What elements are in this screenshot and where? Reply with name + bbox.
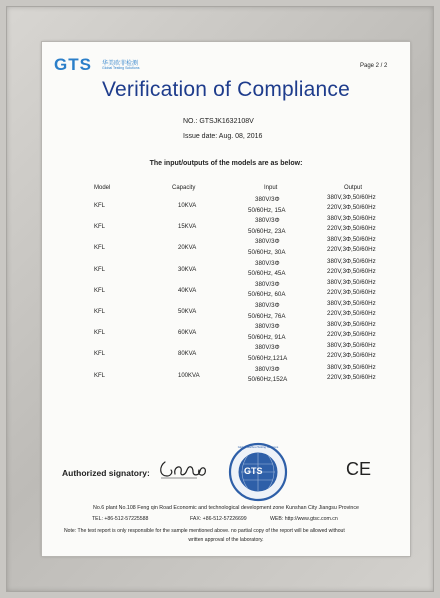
certificate-frame <box>6 6 434 592</box>
capacity-cell: 60KVA <box>178 330 197 337</box>
col-header-output: Output <box>344 185 363 191</box>
capacity-cell: 15KVA <box>178 224 197 231</box>
logo-chinese-name: 华美欧菲检测 <box>102 61 139 67</box>
output-380v-cell: 380V,3Φ,50/60Hz <box>327 342 376 350</box>
input-current-cell: 50/60Hz, 30A <box>248 248 286 256</box>
input-voltage-cell: 380V/3Φ <box>255 217 280 225</box>
issue-date: Issue date: Aug. 08, 2016 <box>183 133 263 140</box>
output-220v-cell: 220V,3Φ,50/60Hz <box>327 204 376 211</box>
output-220v-cell: 220V,3Φ,50/60Hz <box>327 225 376 233</box>
model-cell: KFL <box>94 330 106 337</box>
capacity-cell: 10KVA <box>178 203 197 209</box>
input-voltage-cell: 380V/3Φ <box>255 280 280 288</box>
footer-tel: TEL: +86-512-57225588 <box>92 516 149 522</box>
model-cell: KFL <box>94 266 106 273</box>
document-title: Verification of Compliance <box>102 78 350 101</box>
output-380v-cell: 380V,3Φ,50/60Hz <box>327 363 376 371</box>
footer-note: Note: The test report is only responsible for the sample mentioned above. no partial copy of the report will be allowed without <box>64 528 345 534</box>
input-current-cell: 50/60Hz, 60A <box>248 291 286 299</box>
output-220v-cell: 220V,3Φ,50/60Hz <box>327 246 376 254</box>
table-intro: The input/outputs of the models are as below: <box>149 160 303 167</box>
capacity-cell: 80KVA <box>178 351 197 358</box>
output-380v-cell: 380V,3Φ,50/60Hz <box>327 278 376 286</box>
input-current-cell: 50/60Hz,121A <box>248 354 288 362</box>
model-cell: KFL <box>94 245 106 252</box>
capacity-cell: 50KVA <box>178 309 197 315</box>
input-voltage-cell: 380V/3Φ <box>255 238 280 246</box>
gts-logo: GTS <box>54 55 92 74</box>
input-voltage-cell: 380V/3Φ <box>255 302 280 309</box>
input-voltage-cell: 380V/3Φ <box>255 323 280 331</box>
input-current-cell: 50/60Hz, 76A <box>248 312 286 320</box>
col-header-model: Model <box>94 185 111 191</box>
footer-note-continued: written approval of the laboratory. <box>188 537 264 543</box>
input-current-cell: 50/60Hz,152A <box>248 376 288 384</box>
signature-mark <box>157 456 217 482</box>
input-current-cell: 50/60Hz, 15A <box>248 206 286 214</box>
ce-mark: CE <box>346 459 372 479</box>
certificate-number: NO.: GTSJK1632108V <box>183 118 254 125</box>
capacity-cell: 100KVA <box>178 372 200 379</box>
output-220v-cell: 220V,3Φ,50/60Hz <box>327 352 376 360</box>
input-current-cell: 50/60Hz, 45A <box>248 270 286 278</box>
output-380v-cell: 380V,3Φ,50/60Hz <box>327 300 376 307</box>
output-380v-cell: 380V,3Φ,50/60Hz <box>327 236 376 244</box>
input-voltage-cell: 380V/3Φ <box>255 365 280 373</box>
col-header-capacity: Capacity <box>172 185 196 191</box>
model-cell: KFL <box>94 287 106 294</box>
output-380v-cell: 380V,3Φ,50/60Hz <box>327 257 376 265</box>
signatory-label: Authorized signatory: <box>62 468 150 478</box>
input-current-cell: 50/60Hz, 91A <box>248 333 286 341</box>
model-cell: KFL <box>94 224 106 231</box>
output-220v-cell: 220V,3Φ,50/60Hz <box>327 267 376 275</box>
capacity-cell: 30KVA <box>178 266 197 273</box>
output-380v-cell: 380V,3Φ,50/60Hz <box>327 321 376 329</box>
col-header-input: Input <box>264 185 278 191</box>
page-number: Page 2 / 2 <box>360 63 388 69</box>
seal-ring-text: Global SuZhou Testing Solutions <box>237 445 279 449</box>
model-cell: KFL <box>94 309 106 315</box>
model-cell: KFL <box>94 203 106 209</box>
capacity-cell: 20KVA <box>178 245 197 252</box>
capacity-cell: 40KVA <box>178 287 197 294</box>
footer-web: WEB: http://www.gtsc.com.cn <box>270 516 338 522</box>
certificate-paper <box>42 42 410 556</box>
output-220v-cell: 220V,3Φ,50/60Hz <box>327 373 376 381</box>
input-voltage-cell: 380V/3Φ <box>255 259 280 267</box>
input-current-cell: 50/60Hz, 23A <box>248 227 286 235</box>
input-voltage-cell: 380V/3Φ <box>255 344 280 352</box>
seal-center-text: GTS <box>244 466 263 476</box>
output-380v-cell: 380V,3Φ,50/60Hz <box>327 194 376 201</box>
output-220v-cell: 220V,3Φ,50/60Hz <box>327 288 376 296</box>
output-380v-cell: 380V,3Φ,50/60Hz <box>327 215 376 223</box>
input-voltage-cell: 380V/3Φ <box>255 196 280 203</box>
footer-fax: FAX: +86-512-57226699 <box>190 516 247 522</box>
footer-address: No.6 plant No.108 Feng qin Road Economic and technological development zone Kunshan City Jiangsu Province <box>93 505 359 511</box>
model-cell: KFL <box>94 351 106 358</box>
model-cell: KFL <box>94 372 106 379</box>
logo-english-name: Global Testing Solutions <box>102 66 140 70</box>
output-220v-cell: 220V,3Φ,50/60Hz <box>327 310 376 317</box>
output-220v-cell: 220V,3Φ,50/60Hz <box>327 331 376 339</box>
